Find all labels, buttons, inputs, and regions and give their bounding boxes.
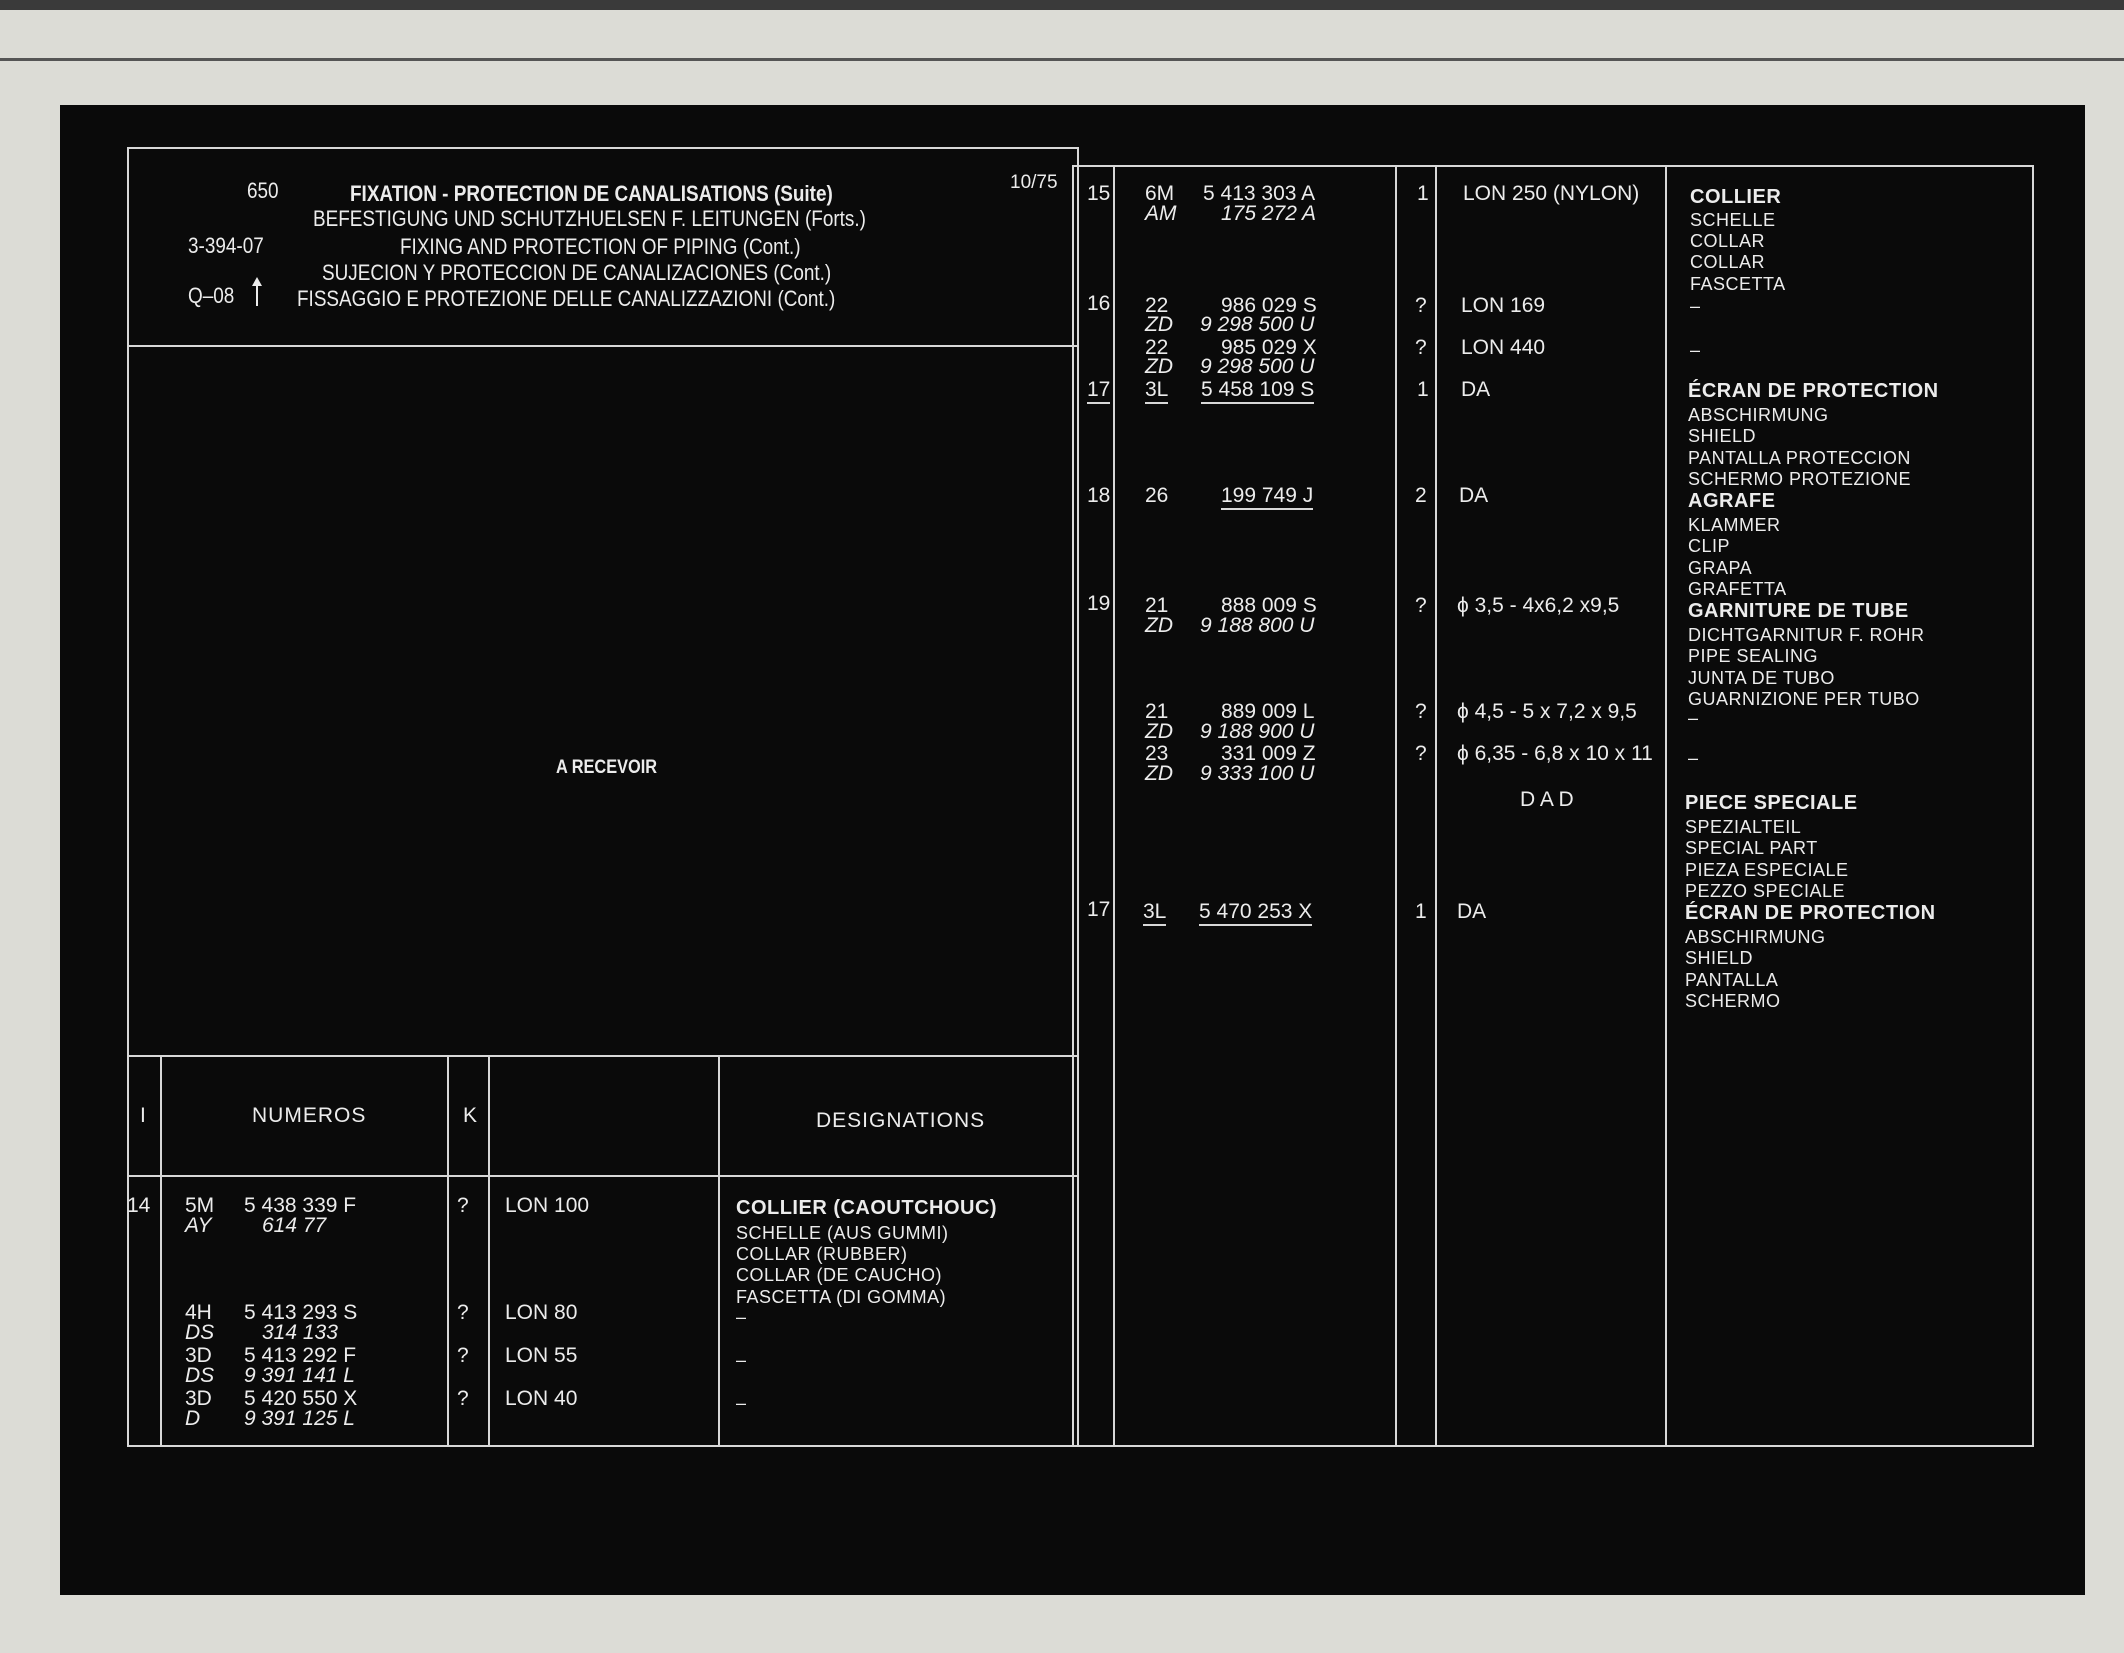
col-rule-numbers <box>447 1057 449 1447</box>
part-number: 5 458 109 S <box>1201 379 1314 404</box>
k-value: 2 <box>1415 484 1427 507</box>
k-value: ? <box>1415 294 1427 317</box>
alt-code: ZD <box>1145 355 1173 378</box>
designation-line: PANTALLA PROTECCION <box>1688 448 1911 468</box>
alt-code: ZD <box>1145 313 1173 336</box>
part-number: 5 438 339 F <box>244 1194 357 1217</box>
designation-primary: PIECE SPECIALE <box>1685 792 1858 814</box>
col-rule-k <box>488 1057 490 1447</box>
alt-part-number: 9 391 141 L <box>244 1364 355 1387</box>
part-number: 985 029 X <box>1221 336 1317 359</box>
designation-primary: ÉCRAN DE PROTECTION <box>1685 902 1936 924</box>
alt-part-number: 614 77 <box>262 1214 327 1237</box>
part-number: 331 009 Z <box>1221 742 1316 765</box>
designation-line: CLIP <box>1688 536 1731 556</box>
designation-line: KLAMMER <box>1688 515 1781 535</box>
col-header-numbers: NUMEROS <box>252 1104 367 1127</box>
alt-part-number: 9 188 800 U <box>1200 614 1315 637</box>
part-code: 3D <box>185 1344 212 1367</box>
rcol-rule-index <box>1113 167 1115 1447</box>
designation-line: – <box>1690 340 1701 360</box>
part-code: 21 <box>1145 700 1169 723</box>
k-value: ? <box>457 1387 469 1410</box>
k-value: ? <box>1415 700 1427 723</box>
col-header-designations: DESIGNATIONS <box>816 1109 986 1132</box>
part-number: 889 009 L <box>1221 700 1315 723</box>
designation-line: FASCETTA <box>1690 274 1786 294</box>
designation-line: SPECIAL PART <box>1685 838 1818 858</box>
dimension: DA <box>1457 900 1487 923</box>
dimension: LON 100 <box>505 1194 590 1217</box>
dimension: LON 169 <box>1461 294 1546 317</box>
table-top-rule <box>129 1055 1079 1057</box>
part-code: 26 <box>1145 484 1169 507</box>
row-index: 14 <box>127 1194 151 1217</box>
part-code: 22 <box>1145 336 1169 359</box>
dimension: LON 440 <box>1461 336 1546 359</box>
part-number: 5 413 293 S <box>244 1301 358 1324</box>
designation-primary: COLLIER <box>1690 186 1782 208</box>
alt-code: AM <box>1145 202 1177 225</box>
part-code: 3D <box>185 1387 212 1410</box>
microfiche-sheet <box>60 105 2085 1595</box>
part-number: 5 413 292 F <box>244 1344 357 1367</box>
designation-line: – <box>736 1307 747 1327</box>
part-code: 22 <box>1145 294 1169 317</box>
col-header-k: K <box>463 1104 479 1127</box>
alt-code: DS <box>185 1364 215 1387</box>
dimension: ϕ 3,5 - 4x6,2 x9,5 <box>1457 594 1620 617</box>
part-code: 5M <box>185 1194 215 1217</box>
designation-line: SCHERMO <box>1685 991 1781 1011</box>
part-code: 6M <box>1145 182 1175 205</box>
page-number: 10/75 <box>1010 172 1058 193</box>
header-divider <box>129 345 1079 347</box>
k-value: ? <box>1415 336 1427 359</box>
designation-line: – <box>1690 296 1701 316</box>
designation-primary: GARNITURE DE TUBE <box>1688 600 1909 622</box>
alt-code: ZD <box>1145 614 1173 637</box>
col-header-index: I <box>140 1104 147 1127</box>
alt-part-number: 9 298 500 U <box>1200 313 1315 336</box>
designation-line: PEZZO SPECIALE <box>1685 881 1846 901</box>
title-es: SUJECION Y PROTECCION DE CANALIZACIONES (Cont.) <box>322 260 832 285</box>
designation-line: PANTALLA <box>1685 970 1779 990</box>
row-index: 17 <box>1087 379 1110 404</box>
part-number: 986 029 S <box>1221 294 1317 317</box>
title-de: BEFESTIGUNG UND SCHUTZHUELSEN F. LEITUNGEN (Forts.) <box>313 206 866 231</box>
k-value: ? <box>457 1194 469 1217</box>
group-code: 3-394-07 <box>188 233 264 258</box>
alt-code: ZD <box>1145 720 1173 743</box>
col-rule-dim <box>718 1057 720 1447</box>
part-number: 5 413 303 A <box>1203 182 1316 205</box>
alt-code: DS <box>185 1321 215 1344</box>
alt-part-number: 9 391 125 L <box>244 1407 355 1430</box>
row-index: 16 <box>1087 292 1111 315</box>
dimension: LON 40 <box>505 1387 578 1410</box>
part-number: 5 420 550 X <box>244 1387 358 1410</box>
alt-part-number: 9 188 900 U <box>1200 720 1315 743</box>
designation-line: GUARNIZIONE PER TUBO <box>1688 689 1920 709</box>
designation-line: SPEZIALTEIL <box>1685 817 1802 837</box>
dimension: ϕ 4,5 - 5 x 7,2 x 9,5 <box>1457 700 1637 723</box>
designation-line: JUNTA DE TUBO <box>1688 668 1835 688</box>
designation-line: COLLAR <box>1690 252 1766 272</box>
rcol-rule-dim <box>1665 167 1667 1447</box>
k-value: ? <box>457 1301 469 1324</box>
k-value: ? <box>1415 594 1427 617</box>
designation-line: – <box>1688 708 1699 728</box>
designation-line: PIEZA ESPECIALE <box>1685 860 1849 880</box>
title-en: FIXING AND PROTECTION OF PIPING (Cont.) <box>400 234 801 259</box>
designation-line: FASCETTA (DI GOMMA) <box>736 1287 947 1307</box>
film-edge-line <box>0 58 2124 61</box>
designation-line: PIPE SEALING <box>1688 646 1819 666</box>
designation-line: COLLAR <box>1690 231 1766 251</box>
row-index: 19 <box>1087 592 1111 615</box>
dimension: ϕ 6,35 - 6,8 x 10 x 11 <box>1457 742 1653 765</box>
designation-line: SHIELD <box>1685 948 1754 968</box>
left-panel-frame <box>127 147 1079 1447</box>
ref-code: 650 <box>247 178 279 203</box>
dimension: LON 80 <box>505 1301 578 1324</box>
rcol-rule-numbers <box>1395 167 1397 1447</box>
alt-part-number: 9 298 500 U <box>1200 355 1315 378</box>
part-code: 23 <box>1145 742 1169 765</box>
designation-line: SCHELLE (AUS GUMMI) <box>736 1223 949 1243</box>
alt-code: D <box>185 1407 201 1430</box>
dimension: D A D <box>1520 788 1574 811</box>
designation-line: SCHERMO PROTEZIONE <box>1688 469 1912 489</box>
sheet-ref: Q–08 <box>188 283 235 308</box>
row-index: 17 <box>1087 898 1111 921</box>
designation-primary: COLLIER (CAOUTCHOUC) <box>736 1197 998 1219</box>
designation-line: SCHELLE <box>1690 210 1776 230</box>
designation-line: DICHTGARNITUR F. ROHR <box>1688 625 1925 645</box>
designation-line: – <box>736 1393 747 1413</box>
alt-part-number: 314 133 <box>262 1321 338 1344</box>
illustration-placeholder: A RECEVOIR <box>556 757 658 778</box>
dimension: DA <box>1459 484 1489 507</box>
part-number: 5 470 253 X <box>1199 901 1312 926</box>
k-value: ? <box>457 1344 469 1367</box>
part-code: 4H <box>185 1301 212 1324</box>
k-value: 1 <box>1417 378 1429 401</box>
col-rule-index <box>160 1057 162 1447</box>
k-value: 1 <box>1417 182 1429 205</box>
rcol-rule-k <box>1435 167 1437 1447</box>
up-arrow-icon <box>250 277 264 307</box>
designation-line: ABSCHIRMUNG <box>1688 405 1829 425</box>
title-fr: FIXATION - PROTECTION DE CANALISATIONS (Suite) <box>350 181 833 206</box>
designation-primary: ÉCRAN DE PROTECTION <box>1688 380 1939 402</box>
k-value: ? <box>1415 742 1427 765</box>
designation-line: SHIELD <box>1688 426 1757 446</box>
dimension: DA <box>1461 378 1491 401</box>
dimension: LON 250 (NYLON) <box>1463 182 1640 205</box>
designation-line: GRAFETTA <box>1688 579 1787 599</box>
designation-primary: AGRAFE <box>1688 490 1776 512</box>
part-number: 888 009 S <box>1221 594 1317 617</box>
part-code: 3L <box>1143 901 1166 926</box>
title-it: FISSAGGIO E PROTEZIONE DELLE CANALIZZAZIONI (Cont.) <box>297 286 836 311</box>
part-code: 3L <box>1145 379 1168 404</box>
column-header-rule <box>129 1175 1079 1177</box>
part-number: 199 749 J <box>1221 485 1313 510</box>
part-code: 21 <box>1145 594 1169 617</box>
row-index: 18 <box>1087 484 1111 507</box>
designation-line: – <box>1688 748 1699 768</box>
designation-line: COLLAR (RUBBER) <box>736 1244 908 1264</box>
film-edge-top <box>0 0 2124 10</box>
k-value: 1 <box>1415 900 1427 923</box>
alt-code: ZD <box>1145 762 1173 785</box>
alt-part-number: 9 333 100 U <box>1200 762 1315 785</box>
designation-line: GRAPA <box>1688 558 1753 578</box>
alt-part-number: 175 272 A <box>1221 202 1316 225</box>
designation-line: – <box>736 1350 747 1370</box>
designation-line: ABSCHIRMUNG <box>1685 927 1826 947</box>
designation-line: COLLAR (DE CAUCHO) <box>736 1265 943 1285</box>
dimension: LON 55 <box>505 1344 578 1367</box>
alt-code: AY <box>185 1214 212 1237</box>
row-index: 15 <box>1087 182 1111 205</box>
